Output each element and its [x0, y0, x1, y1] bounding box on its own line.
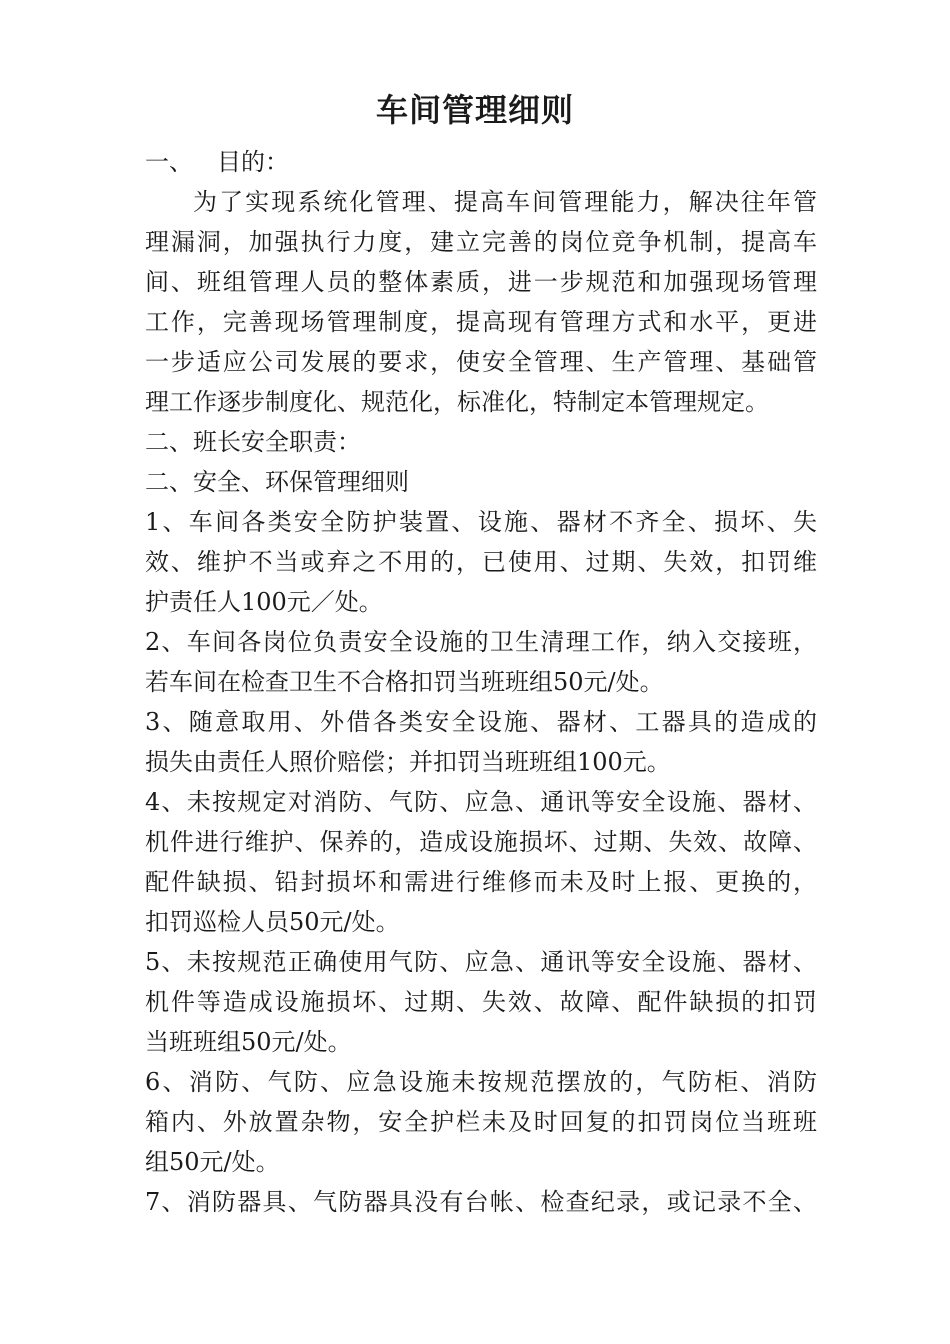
rule-item-1	[145, 502, 817, 622]
paragraph-line: 理漏洞，加强执行力度，建立完善的岗位竞争机制，提高车	[145, 228, 817, 256]
rule-item-7	[145, 1182, 817, 1222]
paragraph-line: 理工作逐步制度化、规范化，标准化，特制定本管理规定。	[145, 388, 769, 416]
rule-line: 4、未按规定对消防、气防、应急、通讯等安全设施、器材、	[145, 788, 817, 816]
rule-line: 扣罚巡检人员50元/处。	[145, 908, 400, 936]
rule-item-4	[145, 782, 817, 942]
section-heading-monitor-duties: 二、班长安全职责：	[145, 428, 361, 456]
rule-line: 7、消防器具、气防器具没有台帐、检查纪录，或记录不全、	[145, 1188, 817, 1216]
rule-line: 5、未按规范正确使用气防、应急、通讯等安全设施、器材、	[145, 948, 817, 976]
rule-line: 箱内、外放置杂物，安全护栏未及时回复的扣罚岗位当班班	[145, 1108, 817, 1136]
rule-line: 机件进行维护、保养的，造成设施损坏、过期、失效、故障、	[145, 828, 817, 856]
paragraph-line: 一步适应公司发展的要求，使安全管理、生产管理、基础管	[145, 348, 817, 376]
rule-line: 组50元/处。	[145, 1148, 280, 1176]
rule-item-6	[145, 1062, 817, 1182]
document-body	[145, 142, 817, 1222]
rule-item-5	[145, 942, 817, 1062]
document-title: 车间管理细则	[375, 91, 574, 129]
rule-line: 1、车间各类安全防护装置、设施、器材不齐全、损坏、失	[145, 508, 817, 536]
rule-line: 3、随意取用、外借各类安全设施、器材、工器具的造成的	[145, 708, 817, 736]
rule-line: 护责任人100元／处。	[145, 588, 383, 616]
paragraph-line: 为了实现系统化管理、提高车间管理能力，解决往年管	[193, 188, 817, 216]
section-heading-text: 目的：	[217, 148, 289, 176]
section-heading-safety-rules: 二、安全、环保管理细则	[145, 468, 409, 496]
rule-line: 当班班组50元/处。	[145, 1028, 352, 1056]
rule-line: 2、车间各岗位负责安全设施的卫生清理工作，纳入交接班，	[145, 628, 817, 656]
rule-line: 配件缺损、铅封损坏和需进行维修而未及时上报、更换的，	[145, 868, 817, 896]
section-heading-purpose	[145, 142, 817, 182]
rule-item-2	[145, 622, 817, 702]
rule-item-3	[145, 702, 817, 782]
paragraph-line: 工作，完善现场管理制度，提高现有管理方式和水平，更进	[145, 308, 817, 336]
rule-line: 6、消防、气防、应急设施未按规范摆放的，气防柜、消防	[145, 1068, 817, 1096]
rule-line: 损失由责任人照价赔偿；并扣罚当班班组100元。	[145, 748, 671, 776]
rule-line: 机件等造成设施损坏、过期、失效、故障、配件缺损的扣罚	[145, 988, 817, 1016]
rule-line: 效、维护不当或弃之不用的，已使用、过期、失效，扣罚维	[145, 548, 817, 576]
rule-line: 若车间在检查卫生不合格扣罚当班班组50元/处。	[145, 668, 664, 696]
paragraph-line: 间、班组管理人员的整体素质，进一步规范和加强现场管理	[145, 268, 817, 296]
purpose-paragraph	[145, 182, 817, 422]
section-number: 一、	[145, 148, 193, 176]
